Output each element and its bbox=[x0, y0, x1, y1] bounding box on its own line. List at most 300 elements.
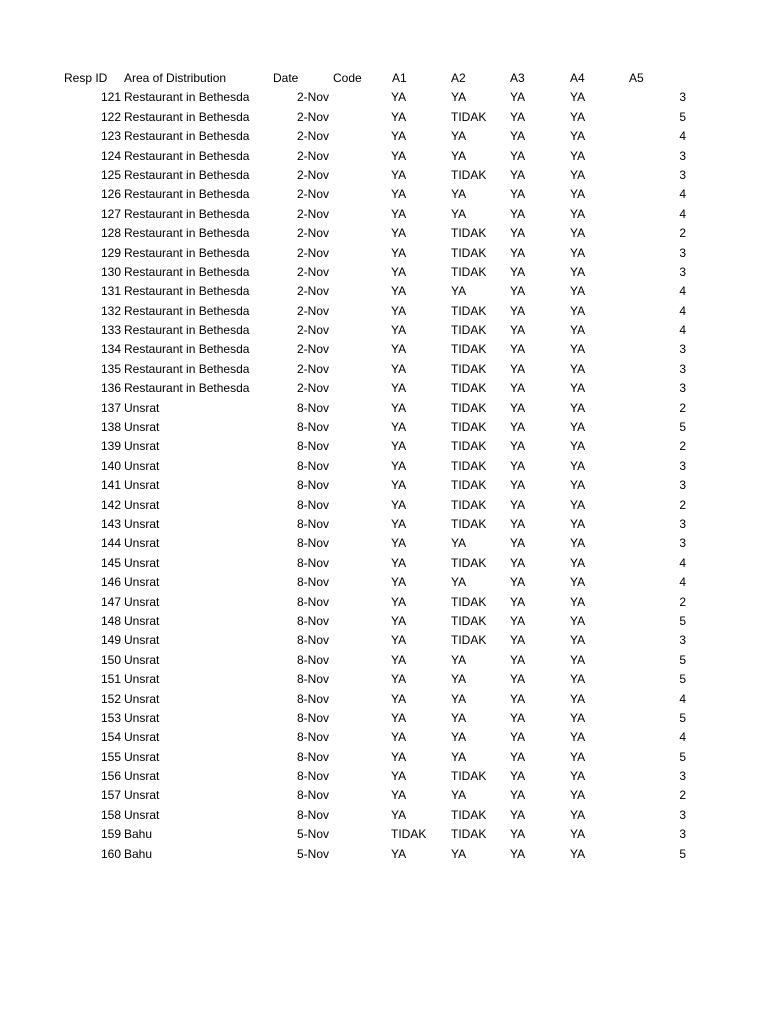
table-row bbox=[0, 496, 768, 515]
table-row bbox=[0, 631, 768, 650]
cell-a5: 3 bbox=[679, 90, 686, 105]
cell-a5: 3 bbox=[679, 478, 686, 493]
cell-area: Restaurant in Bethesda bbox=[124, 109, 250, 124]
cell-a4: YA bbox=[570, 827, 586, 842]
cell-a4: YA bbox=[570, 652, 586, 667]
cell-date: 8-Nov bbox=[296, 672, 329, 687]
header-row bbox=[0, 69, 768, 88]
cell-a5: 4 bbox=[679, 575, 686, 590]
cell-a2: TIDAK bbox=[451, 245, 487, 260]
cell-a4: YA bbox=[570, 536, 586, 551]
cell-a2: TIDAK bbox=[451, 769, 487, 784]
cell-a1: YA bbox=[391, 652, 407, 667]
cell-date: 5-Nov bbox=[296, 846, 329, 861]
header-a1: A1 bbox=[392, 71, 407, 85]
cell-a2: TIDAK bbox=[451, 439, 487, 454]
cell-area: Restaurant in Bethesda bbox=[124, 148, 250, 163]
table-row bbox=[0, 166, 768, 185]
cell-date: 5-Nov bbox=[296, 827, 329, 842]
cell-a3: YA bbox=[510, 827, 526, 842]
table-row bbox=[0, 244, 768, 263]
cell-resp-id: 144 bbox=[100, 536, 121, 551]
cell-date: 8-Nov bbox=[296, 458, 329, 473]
cell-date: 8-Nov bbox=[296, 807, 329, 822]
cell-area: Unsrat bbox=[124, 633, 160, 648]
cell-a3: YA bbox=[510, 167, 526, 182]
cell-date: 2-Nov bbox=[296, 226, 329, 241]
table-row bbox=[0, 205, 768, 224]
cell-a4: YA bbox=[570, 458, 586, 473]
cell-a1: YA bbox=[391, 458, 407, 473]
cell-date: 8-Nov bbox=[296, 516, 329, 531]
cell-a2: TIDAK bbox=[451, 167, 487, 182]
cell-a4: YA bbox=[570, 613, 586, 628]
table-row bbox=[0, 263, 768, 282]
cell-a1: YA bbox=[391, 788, 407, 803]
cell-area: Unsrat bbox=[124, 769, 160, 784]
cell-a2: YA bbox=[451, 129, 467, 144]
table-row bbox=[0, 437, 768, 456]
cell-area: Unsrat bbox=[124, 458, 160, 473]
cell-a3: YA bbox=[510, 284, 526, 299]
cell-a4: YA bbox=[570, 323, 586, 338]
cell-a5: 4 bbox=[679, 284, 686, 299]
cell-a5: 2 bbox=[679, 497, 686, 512]
cell-area: Restaurant in Bethesda bbox=[124, 226, 250, 241]
cell-area: Unsrat bbox=[124, 555, 160, 570]
cell-resp-id: 139 bbox=[100, 439, 121, 454]
cell-a2: TIDAK bbox=[451, 323, 487, 338]
cell-date: 8-Nov bbox=[296, 633, 329, 648]
cell-a3: YA bbox=[510, 730, 526, 745]
cell-a3: YA bbox=[510, 691, 526, 706]
cell-a5: 4 bbox=[679, 555, 686, 570]
cell-a1: YA bbox=[391, 613, 407, 628]
cell-a3: YA bbox=[510, 206, 526, 221]
cell-a1: YA bbox=[391, 245, 407, 260]
cell-a5: 5 bbox=[679, 710, 686, 725]
cell-a1: YA bbox=[391, 807, 407, 822]
cell-a1: YA bbox=[391, 420, 407, 435]
cell-date: 2-Nov bbox=[296, 148, 329, 163]
table-row bbox=[0, 690, 768, 709]
cell-area: Unsrat bbox=[124, 400, 160, 415]
table-row bbox=[0, 709, 768, 728]
cell-resp-id: 125 bbox=[100, 167, 121, 182]
cell-a5: 3 bbox=[679, 536, 686, 551]
cell-a2: TIDAK bbox=[451, 381, 487, 396]
cell-a3: YA bbox=[510, 613, 526, 628]
cell-area: Restaurant in Bethesda bbox=[124, 187, 250, 202]
table-row bbox=[0, 593, 768, 612]
cell-a2: TIDAK bbox=[451, 594, 487, 609]
cell-a4: YA bbox=[570, 633, 586, 648]
cell-a4: YA bbox=[570, 264, 586, 279]
cell-a3: YA bbox=[510, 555, 526, 570]
cell-a2: TIDAK bbox=[451, 226, 487, 241]
table-row bbox=[0, 185, 768, 204]
cell-area: Unsrat bbox=[124, 672, 160, 687]
cell-area: Restaurant in Bethesda bbox=[124, 284, 250, 299]
cell-a5: 3 bbox=[679, 807, 686, 822]
cell-a5: 2 bbox=[679, 594, 686, 609]
cell-a3: YA bbox=[510, 381, 526, 396]
cell-a3: YA bbox=[510, 575, 526, 590]
cell-a5: 4 bbox=[679, 206, 686, 221]
cell-resp-id: 160 bbox=[100, 846, 121, 861]
cell-a2: TIDAK bbox=[451, 109, 487, 124]
cell-area: Unsrat bbox=[124, 536, 160, 551]
cell-resp-id: 127 bbox=[100, 206, 121, 221]
table-row bbox=[0, 670, 768, 689]
table-row bbox=[0, 457, 768, 476]
cell-resp-id: 141 bbox=[100, 478, 121, 493]
cell-resp-id: 136 bbox=[100, 381, 121, 396]
cell-a5: 2 bbox=[679, 788, 686, 803]
table-row bbox=[0, 825, 768, 844]
cell-a5: 4 bbox=[679, 323, 686, 338]
cell-a1: YA bbox=[391, 226, 407, 241]
cell-a1: YA bbox=[391, 555, 407, 570]
cell-a4: YA bbox=[570, 439, 586, 454]
cell-area: Restaurant in Bethesda bbox=[124, 264, 250, 279]
cell-a5: 3 bbox=[679, 769, 686, 784]
cell-a1: YA bbox=[391, 730, 407, 745]
cell-a4: YA bbox=[570, 109, 586, 124]
table-row bbox=[0, 224, 768, 243]
cell-resp-id: 155 bbox=[100, 749, 121, 764]
cell-a2: YA bbox=[451, 284, 467, 299]
cell-a1: YA bbox=[391, 206, 407, 221]
header-a2: A2 bbox=[451, 71, 466, 85]
cell-area: Unsrat bbox=[124, 730, 160, 745]
cell-a5: 3 bbox=[679, 458, 686, 473]
table-row bbox=[0, 573, 768, 592]
cell-a5: 5 bbox=[679, 749, 686, 764]
cell-a3: YA bbox=[510, 497, 526, 512]
table-row bbox=[0, 418, 768, 437]
table-row bbox=[0, 651, 768, 670]
cell-date: 8-Nov bbox=[296, 769, 329, 784]
cell-a5: 3 bbox=[679, 167, 686, 182]
cell-a1: YA bbox=[391, 691, 407, 706]
cell-a1: YA bbox=[391, 167, 407, 182]
cell-area: Unsrat bbox=[124, 652, 160, 667]
cell-area: Restaurant in Bethesda bbox=[124, 342, 250, 357]
cell-a2: TIDAK bbox=[451, 827, 487, 842]
table-row bbox=[0, 379, 768, 398]
cell-a5: 5 bbox=[679, 109, 686, 124]
cell-a3: YA bbox=[510, 672, 526, 687]
cell-a3: YA bbox=[510, 516, 526, 531]
cell-a4: YA bbox=[570, 478, 586, 493]
cell-resp-id: 133 bbox=[100, 323, 121, 338]
cell-a5: 3 bbox=[679, 827, 686, 842]
cell-a2: YA bbox=[451, 90, 467, 105]
table-row bbox=[0, 767, 768, 786]
cell-resp-id: 129 bbox=[100, 245, 121, 260]
cell-a5: 3 bbox=[679, 245, 686, 260]
cell-area: Unsrat bbox=[124, 420, 160, 435]
cell-a4: YA bbox=[570, 187, 586, 202]
cell-a3: YA bbox=[510, 749, 526, 764]
table-row bbox=[0, 476, 768, 495]
cell-a4: YA bbox=[570, 245, 586, 260]
cell-a2: YA bbox=[451, 575, 467, 590]
cell-a2: TIDAK bbox=[451, 516, 487, 531]
cell-a4: YA bbox=[570, 788, 586, 803]
cell-a1: YA bbox=[391, 633, 407, 648]
cell-a4: YA bbox=[570, 769, 586, 784]
cell-a3: YA bbox=[510, 226, 526, 241]
cell-a1: YA bbox=[391, 109, 407, 124]
cell-area: Restaurant in Bethesda bbox=[124, 90, 250, 105]
cell-date: 8-Nov bbox=[296, 439, 329, 454]
cell-a2: YA bbox=[451, 536, 467, 551]
table-row bbox=[0, 554, 768, 573]
cell-a1: YA bbox=[391, 148, 407, 163]
cell-a2: TIDAK bbox=[451, 361, 487, 376]
cell-a1: YA bbox=[391, 749, 407, 764]
cell-a2: YA bbox=[451, 206, 467, 221]
cell-resp-id: 137 bbox=[100, 400, 121, 415]
cell-a3: YA bbox=[510, 769, 526, 784]
cell-resp-id: 132 bbox=[100, 303, 121, 318]
cell-a2: TIDAK bbox=[451, 420, 487, 435]
cell-area: Unsrat bbox=[124, 807, 160, 822]
cell-date: 8-Nov bbox=[296, 749, 329, 764]
cell-a5: 4 bbox=[679, 129, 686, 144]
table-row bbox=[0, 88, 768, 107]
cell-a5: 4 bbox=[679, 691, 686, 706]
cell-a2: TIDAK bbox=[451, 497, 487, 512]
cell-a5: 3 bbox=[679, 516, 686, 531]
cell-a1: YA bbox=[391, 284, 407, 299]
table-row bbox=[0, 321, 768, 340]
cell-a5: 2 bbox=[679, 400, 686, 415]
cell-a1: YA bbox=[391, 303, 407, 318]
cell-a3: YA bbox=[510, 458, 526, 473]
cell-a1: YA bbox=[391, 478, 407, 493]
cell-area: Restaurant in Bethesda bbox=[124, 303, 250, 318]
table-row bbox=[0, 748, 768, 767]
cell-date: 8-Nov bbox=[296, 730, 329, 745]
cell-area: Unsrat bbox=[124, 516, 160, 531]
cell-date: 8-Nov bbox=[296, 652, 329, 667]
cell-a2: YA bbox=[451, 652, 467, 667]
cell-a5: 2 bbox=[679, 439, 686, 454]
cell-a4: YA bbox=[570, 555, 586, 570]
cell-a1: YA bbox=[391, 361, 407, 376]
cell-resp-id: 123 bbox=[100, 129, 121, 144]
cell-a1: YA bbox=[391, 342, 407, 357]
cell-date: 2-Nov bbox=[296, 90, 329, 105]
cell-a4: YA bbox=[570, 400, 586, 415]
cell-resp-id: 148 bbox=[100, 613, 121, 628]
cell-a2: YA bbox=[451, 710, 467, 725]
header-a3: A3 bbox=[510, 71, 525, 85]
cell-resp-id: 151 bbox=[100, 672, 121, 687]
cell-a4: YA bbox=[570, 691, 586, 706]
cell-a5: 4 bbox=[679, 730, 686, 745]
table-row bbox=[0, 108, 768, 127]
cell-a1: YA bbox=[391, 264, 407, 279]
cell-a4: YA bbox=[570, 807, 586, 822]
spreadsheet bbox=[0, 69, 768, 864]
cell-area: Restaurant in Bethesda bbox=[124, 206, 250, 221]
cell-a4: YA bbox=[570, 672, 586, 687]
cell-resp-id: 153 bbox=[100, 710, 121, 725]
cell-resp-id: 130 bbox=[100, 264, 121, 279]
cell-resp-id: 145 bbox=[100, 555, 121, 570]
cell-a5: 3 bbox=[679, 361, 686, 376]
cell-date: 2-Nov bbox=[296, 361, 329, 376]
cell-resp-id: 156 bbox=[100, 769, 121, 784]
cell-a4: YA bbox=[570, 497, 586, 512]
cell-a1: YA bbox=[391, 769, 407, 784]
cell-a4: YA bbox=[570, 148, 586, 163]
cell-a1: YA bbox=[391, 710, 407, 725]
cell-area: Unsrat bbox=[124, 478, 160, 493]
table-row bbox=[0, 534, 768, 553]
header-resp-id: Resp ID bbox=[64, 71, 108, 85]
cell-a1: YA bbox=[391, 846, 407, 861]
cell-resp-id: 152 bbox=[100, 691, 121, 706]
cell-a3: YA bbox=[510, 633, 526, 648]
cell-area: Restaurant in Bethesda bbox=[124, 323, 250, 338]
cell-a3: YA bbox=[510, 245, 526, 260]
cell-area: Restaurant in Bethesda bbox=[124, 245, 250, 260]
cell-area: Unsrat bbox=[124, 691, 160, 706]
cell-date: 2-Nov bbox=[296, 187, 329, 202]
cell-area: Unsrat bbox=[124, 594, 160, 609]
cell-date: 2-Nov bbox=[296, 245, 329, 260]
cell-a5: 5 bbox=[679, 420, 686, 435]
table-row bbox=[0, 127, 768, 146]
cell-a1: YA bbox=[391, 381, 407, 396]
cell-a1: YA bbox=[391, 90, 407, 105]
cell-resp-id: 126 bbox=[100, 187, 121, 202]
cell-a4: YA bbox=[570, 129, 586, 144]
cell-date: 8-Nov bbox=[296, 594, 329, 609]
cell-a2: TIDAK bbox=[451, 400, 487, 415]
cell-a5: 5 bbox=[679, 672, 686, 687]
cell-date: 8-Nov bbox=[296, 420, 329, 435]
cell-resp-id: 131 bbox=[100, 284, 121, 299]
cell-a1: TIDAK bbox=[391, 827, 427, 842]
cell-a5: 5 bbox=[679, 652, 686, 667]
cell-resp-id: 146 bbox=[100, 575, 121, 590]
cell-resp-id: 134 bbox=[100, 342, 121, 357]
cell-area: Restaurant in Bethesda bbox=[124, 167, 250, 182]
cell-a3: YA bbox=[510, 361, 526, 376]
cell-date: 8-Nov bbox=[296, 400, 329, 415]
cell-resp-id: 158 bbox=[100, 807, 121, 822]
cell-a4: YA bbox=[570, 167, 586, 182]
cell-a3: YA bbox=[510, 90, 526, 105]
cell-resp-id: 159 bbox=[100, 827, 121, 842]
cell-a1: YA bbox=[391, 400, 407, 415]
cell-a4: YA bbox=[570, 594, 586, 609]
cell-a1: YA bbox=[391, 575, 407, 590]
cell-a3: YA bbox=[510, 109, 526, 124]
cell-resp-id: 135 bbox=[100, 361, 121, 376]
cell-a2: YA bbox=[451, 691, 467, 706]
cell-date: 2-Nov bbox=[296, 129, 329, 144]
cell-a5: 3 bbox=[679, 148, 686, 163]
cell-a3: YA bbox=[510, 400, 526, 415]
cell-a3: YA bbox=[510, 148, 526, 163]
cell-a4: YA bbox=[570, 226, 586, 241]
cell-resp-id: 149 bbox=[100, 633, 121, 648]
cell-a1: YA bbox=[391, 672, 407, 687]
cell-area: Bahu bbox=[124, 846, 153, 861]
table-row bbox=[0, 612, 768, 631]
cell-a2: YA bbox=[451, 846, 467, 861]
cell-a3: YA bbox=[510, 478, 526, 493]
cell-a5: 2 bbox=[679, 226, 686, 241]
cell-date: 2-Nov bbox=[296, 323, 329, 338]
cell-area: Unsrat bbox=[124, 575, 160, 590]
cell-a4: YA bbox=[570, 381, 586, 396]
cell-a3: YA bbox=[510, 439, 526, 454]
cell-a4: YA bbox=[570, 303, 586, 318]
cell-a2: YA bbox=[451, 672, 467, 687]
cell-a5: 4 bbox=[679, 303, 686, 318]
cell-date: 2-Nov bbox=[296, 167, 329, 182]
cell-resp-id: 138 bbox=[100, 420, 121, 435]
cell-a1: YA bbox=[391, 439, 407, 454]
cell-a3: YA bbox=[510, 594, 526, 609]
cell-date: 2-Nov bbox=[296, 381, 329, 396]
cell-a4: YA bbox=[570, 575, 586, 590]
table-row bbox=[0, 360, 768, 379]
cell-resp-id: 143 bbox=[100, 516, 121, 531]
header-a4: A4 bbox=[570, 71, 585, 85]
cell-a3: YA bbox=[510, 846, 526, 861]
cell-a5: 4 bbox=[679, 187, 686, 202]
cell-date: 8-Nov bbox=[296, 691, 329, 706]
cell-date: 8-Nov bbox=[296, 575, 329, 590]
cell-area: Unsrat bbox=[124, 613, 160, 628]
cell-date: 2-Nov bbox=[296, 303, 329, 318]
cell-a4: YA bbox=[570, 749, 586, 764]
cell-a5: 3 bbox=[679, 381, 686, 396]
cell-a2: TIDAK bbox=[451, 342, 487, 357]
table-row bbox=[0, 786, 768, 805]
cell-resp-id: 142 bbox=[100, 497, 121, 512]
cell-a5: 3 bbox=[679, 264, 686, 279]
cell-date: 8-Nov bbox=[296, 613, 329, 628]
cell-area: Unsrat bbox=[124, 439, 160, 454]
cell-a2: TIDAK bbox=[451, 303, 487, 318]
cell-date: 8-Nov bbox=[296, 497, 329, 512]
cell-area: Restaurant in Bethesda bbox=[124, 381, 250, 396]
cell-date: 8-Nov bbox=[296, 788, 329, 803]
cell-a4: YA bbox=[570, 710, 586, 725]
cell-a4: YA bbox=[570, 90, 586, 105]
cell-a2: TIDAK bbox=[451, 633, 487, 648]
cell-a4: YA bbox=[570, 342, 586, 357]
header-area: Area of Distribution bbox=[124, 71, 227, 85]
cell-date: 8-Nov bbox=[296, 710, 329, 725]
cell-resp-id: 121 bbox=[100, 90, 121, 105]
table-row bbox=[0, 340, 768, 359]
cell-area: Unsrat bbox=[124, 749, 160, 764]
cell-a3: YA bbox=[510, 420, 526, 435]
cell-a3: YA bbox=[510, 187, 526, 202]
cell-a2: TIDAK bbox=[451, 613, 487, 628]
